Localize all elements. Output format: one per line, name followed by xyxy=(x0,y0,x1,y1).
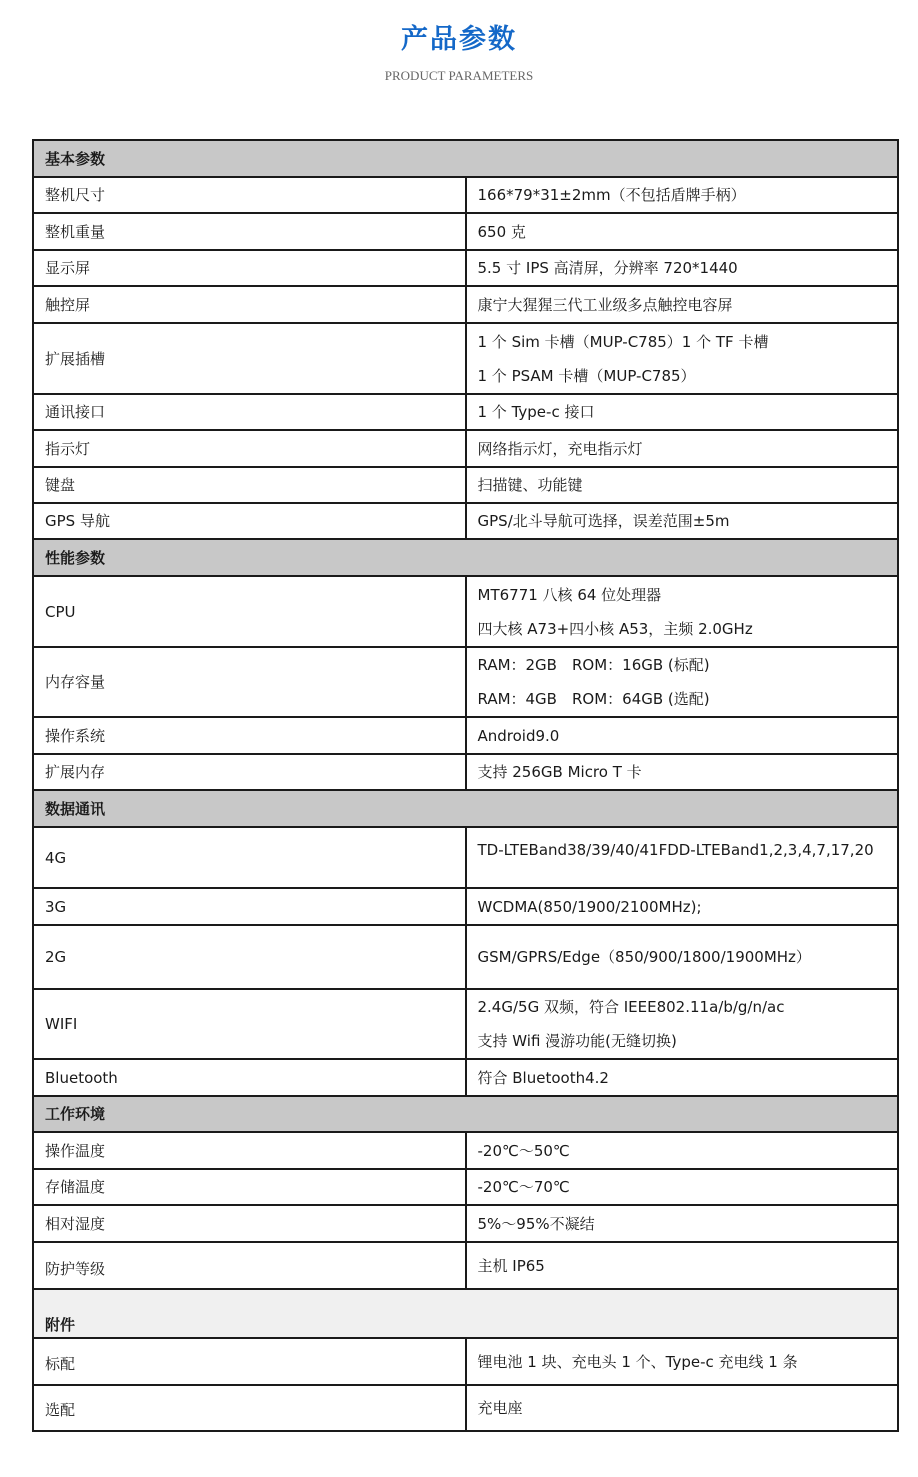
row-label: CPU xyxy=(33,576,466,647)
row-value: 主机 IP65 xyxy=(466,1242,899,1289)
row-label: 操作系统 xyxy=(33,717,466,754)
row-label: 相对湿度 xyxy=(33,1205,466,1242)
table-row xyxy=(33,1205,898,1242)
row-value: GSM/GPRS/Edge（850/900/1800/1900MHz） xyxy=(466,925,899,989)
table-row xyxy=(33,177,898,213)
row-label: WIFI xyxy=(33,989,466,1059)
row-label: 扩展内存 xyxy=(33,754,466,790)
row-label: 指示灯 xyxy=(33,430,466,467)
row-label: 键盘 xyxy=(33,467,466,503)
row-value: 锂电池 1 块、充电头 1 个、Type-c 充电线 1 条 xyxy=(466,1338,899,1385)
row-label: 存储温度 xyxy=(33,1169,466,1205)
row-value xyxy=(466,323,899,394)
row-value: TD-LTEBand38/39/40/41FDD-LTEBand1,2,3,4,7,17,20 xyxy=(466,827,899,888)
row-value: GPS/北斗导航可选择，误差范围±5m xyxy=(466,503,899,539)
row-value xyxy=(466,576,899,647)
row-label: 2G xyxy=(33,925,466,989)
row-label: 触控屏 xyxy=(33,286,466,323)
row-value-line: 2.4G/5G 双频，符合 IEEE802.11a/b/g/n/ac xyxy=(477,998,785,1016)
table-row xyxy=(33,250,898,286)
page-subtitle: PRODUCT PARAMETERS xyxy=(384,68,534,83)
row-value-line: 1 个 PSAM 卡槽（MUP-C785） xyxy=(477,366,696,385)
row-value: 网络指示灯，充电指示灯 xyxy=(466,430,899,467)
section-header-performance xyxy=(33,539,898,576)
table-row xyxy=(33,323,898,394)
row-label: GPS 导航 xyxy=(33,503,466,539)
row-label: 3G xyxy=(33,888,466,925)
row-label: 通讯接口 xyxy=(33,394,466,430)
table-row xyxy=(33,647,898,717)
row-value: -20℃～50℃ xyxy=(466,1132,899,1169)
table-row xyxy=(33,213,898,250)
row-value: 166*79*31±2mm（不包括盾牌手柄） xyxy=(466,177,899,213)
row-label: 操作温度 xyxy=(33,1132,466,1169)
section-header-accessories xyxy=(33,1289,898,1338)
row-value: 支持 256GB Micro T 卡 xyxy=(466,754,899,790)
row-label: 整机重量 xyxy=(33,213,466,250)
row-value: WCDMA(850/1900/2100MHz); xyxy=(466,888,899,925)
row-value: 充电座 xyxy=(466,1385,899,1431)
row-value-line: RAM：2GB ROM：16GB (标配) xyxy=(477,656,710,674)
table-row xyxy=(33,1169,898,1205)
section-header-env xyxy=(33,1096,898,1132)
table-row xyxy=(33,1242,898,1289)
row-label: 整机尺寸 xyxy=(33,177,466,213)
row-label: 扩展插槽 xyxy=(33,323,466,394)
row-value: 扫描键、功能键 xyxy=(466,467,899,503)
section-header-comm xyxy=(33,790,898,827)
row-value: 5.5 寸 IPS 高清屏，分辨率 720*1440 xyxy=(466,250,899,286)
section-title: 数据通讯 xyxy=(33,790,898,827)
table-row xyxy=(33,888,898,925)
row-value: 5%～95%不凝结 xyxy=(466,1205,899,1242)
section-title: 附件 xyxy=(33,1289,898,1338)
table-row xyxy=(33,1385,898,1431)
table-row xyxy=(33,827,898,888)
row-label: 4G xyxy=(33,827,466,888)
table-row xyxy=(33,754,898,790)
row-value-line: 支持 Wifi 漫游功能(无缝切换) xyxy=(477,1032,677,1050)
table-row xyxy=(33,717,898,754)
section-title: 工作环境 xyxy=(33,1096,898,1132)
row-value: 康宁大猩猩三代工业级多点触控电容屏 xyxy=(466,286,899,323)
section-header-basic xyxy=(33,140,898,177)
table-row xyxy=(33,1338,898,1385)
row-label: Bluetooth xyxy=(33,1059,466,1096)
table-row xyxy=(33,925,898,989)
row-value-line: RAM：4GB ROM：64GB (选配) xyxy=(477,690,710,708)
row-value: 650 克 xyxy=(466,213,899,250)
section-title: 性能参数 xyxy=(33,539,898,576)
table-row xyxy=(33,467,898,503)
row-value xyxy=(466,989,899,1059)
row-value-line: 四大核 A73+四小核 A53，主频 2.0GHz xyxy=(477,619,753,638)
row-value-line: 1 个 Sim 卡槽（MUP-C785）1 个 TF 卡槽 xyxy=(477,332,769,351)
table-row xyxy=(33,286,898,323)
row-value xyxy=(466,647,899,717)
row-label: 防护等级 xyxy=(33,1242,466,1289)
row-label: 选配 xyxy=(33,1385,466,1431)
table-row xyxy=(33,503,898,539)
table-row xyxy=(33,576,898,647)
row-value: Android9.0 xyxy=(466,717,899,754)
row-label: 内存容量 xyxy=(33,647,466,717)
table-row xyxy=(33,989,898,1059)
page-title: 产品参数 xyxy=(401,24,517,55)
row-value: -20℃～70℃ xyxy=(466,1169,899,1205)
table-row xyxy=(33,394,898,430)
spec-table xyxy=(32,139,899,1432)
row-label: 标配 xyxy=(33,1338,466,1385)
table-row xyxy=(33,1059,898,1096)
table-row xyxy=(33,1132,898,1169)
table-row xyxy=(33,430,898,467)
row-value: 符合 Bluetooth4.2 xyxy=(466,1059,899,1096)
row-value: 1 个 Type-c 接口 xyxy=(466,394,899,430)
row-label: 显示屏 xyxy=(33,250,466,286)
row-value-line: MT6771 八核 64 位处理器 xyxy=(477,585,662,604)
section-title: 基本参数 xyxy=(33,140,898,177)
